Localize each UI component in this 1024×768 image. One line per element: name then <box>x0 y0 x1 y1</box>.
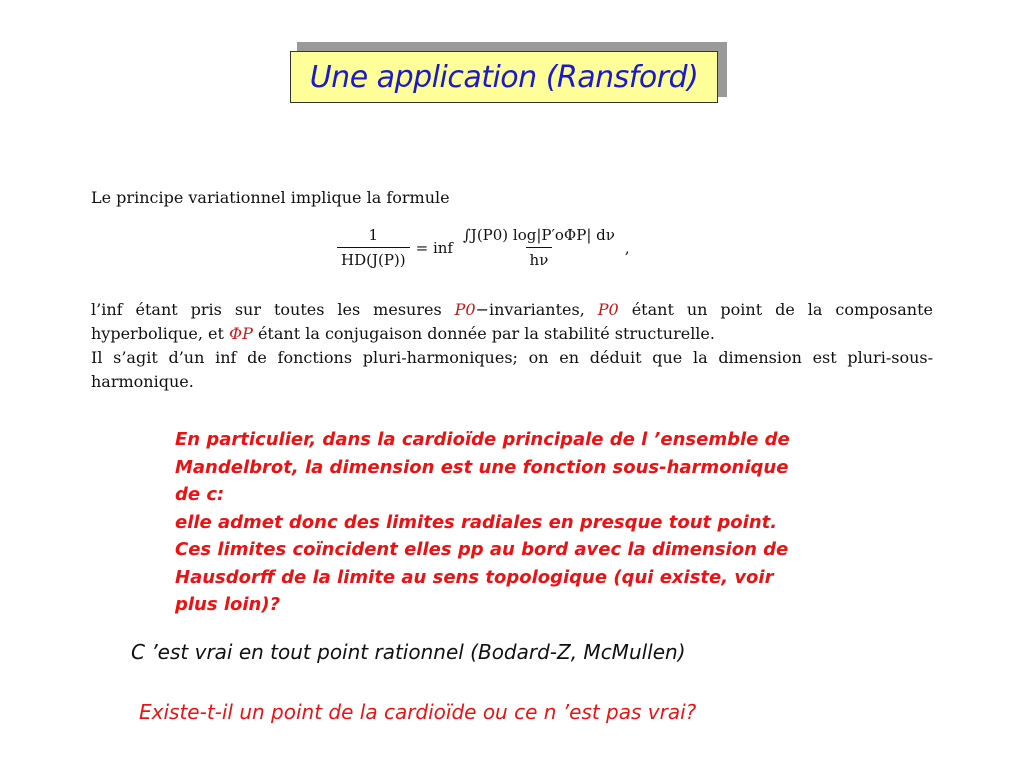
red-line: plus loin)? <box>175 594 281 615</box>
symbol-p0: P0 <box>454 300 476 319</box>
lhs-denominator: HD(J(P)) <box>337 247 410 269</box>
paragraph-text: l’inf étant pris sur toutes les mesures <box>91 300 455 319</box>
lhs-numerator: 1 <box>368 226 379 244</box>
red-line: Mandelbrot, la dimension est une fonction sous-harmonique <box>175 456 789 478</box>
title-box <box>290 51 718 103</box>
slide-title: Une application (Ransford) <box>309 59 699 95</box>
red-line: Ces limites coïncident elles pp au bord avec la dimension de <box>175 539 789 560</box>
red-line: Hausdorff de la limite au sens topologique (qui existe, voir <box>175 566 774 588</box>
paragraph-text: étant un point de la composante hyperbolique, et <box>91 300 934 343</box>
rational-point-statement: C ’est vrai en tout point rationnel (Bodard-Z, McMullen) <box>131 640 686 664</box>
red-line: de c: <box>175 484 225 505</box>
rhs-fraction <box>459 226 619 269</box>
paragraph-text: étant la conjugaison donnée par la stabilité structurelle. <box>252 324 715 343</box>
rhs-denominator: hν <box>526 247 553 269</box>
symbol-phi-p: ΦP <box>228 324 253 343</box>
symbol-p0: P0 <box>597 300 619 319</box>
explanation-paragraph <box>91 298 933 394</box>
equals-inf: = inf <box>415 238 453 257</box>
formula <box>337 226 630 269</box>
open-question: Existe-t-il un point de la cardioïde ou ce n ’est pas vrai? <box>139 700 697 724</box>
formula-comma: , <box>624 238 630 257</box>
paragraph-text: Il s’agit d’un inf de fonctions pluri-harmoniques; on en déduit que la dimension est pluri-sous-harmonique. <box>91 348 933 391</box>
red-question-block <box>175 426 895 619</box>
rhs-numerator: ∫J(P0) log|P′oΦP| dν <box>462 226 615 244</box>
red-line: elle admet donc des limites radiales en presque tout point. <box>175 511 778 533</box>
red-line: En particulier, dans la cardioïde principale de l ’ensemble de <box>175 429 790 450</box>
lhs-fraction <box>337 226 410 269</box>
paragraph-text: −invariantes, <box>475 300 598 319</box>
intro-text: Le principe variationnel implique la formule <box>91 188 450 207</box>
